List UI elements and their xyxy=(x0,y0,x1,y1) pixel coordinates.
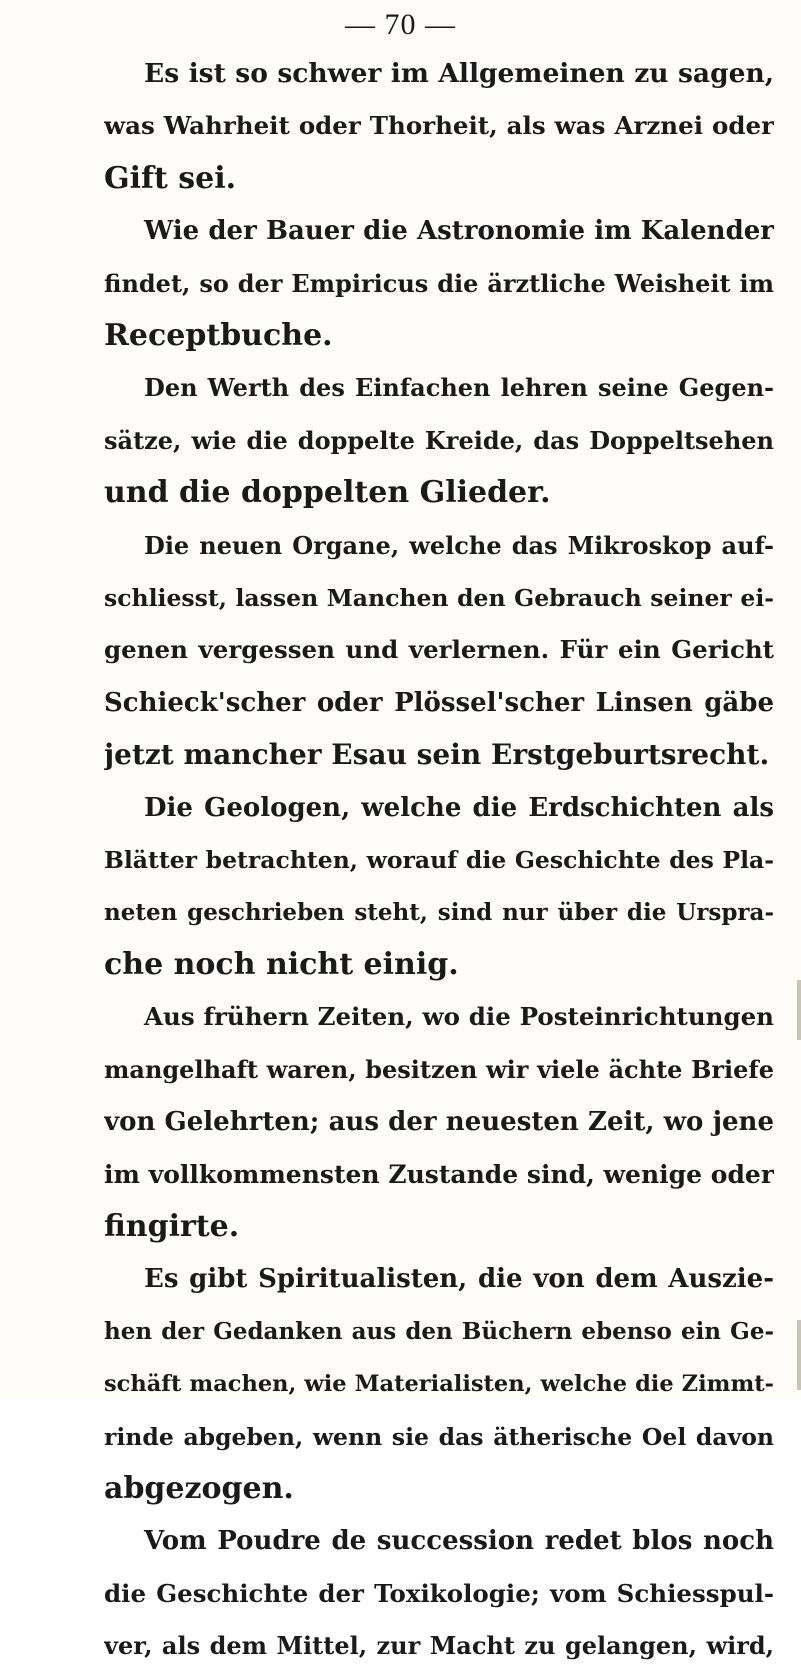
text-line: Gift sei. xyxy=(104,160,237,196)
text-line: mangelhaft waren, besitzen wir viele ächte Briefe xyxy=(104,1054,774,1084)
text-line: und die doppelten Glieder. xyxy=(104,475,551,511)
text-line: Vom Poudre de succession redet blos noch xyxy=(144,1526,774,1557)
text-line: von Gelehrten; aus der neuesten Zeit, wo jene xyxy=(104,1107,774,1138)
text-line: findet, so der Empiricus die ärztliche Weisheit im xyxy=(104,268,774,298)
text-line: im vollkommensten Zustande sind, wenige oder xyxy=(104,1159,774,1189)
text-line: jetzt mancher Esau sein Erstgeburtsrecht. xyxy=(104,738,770,772)
text-line: genen vergessen und verlernen. Für ein Gericht xyxy=(104,635,774,665)
page-body-text xyxy=(104,48,774,1673)
text-line: fingirte. xyxy=(104,1208,240,1244)
text-line: Blätter betrachten, worauf die Geschichte des Pla- xyxy=(104,846,774,875)
text-line: was Wahrheit oder Thorheit, als was Arznei oder xyxy=(104,111,774,141)
text-line: Die neuen Organe, welche das Mikroskop auf- xyxy=(144,530,774,560)
page-number-header: — 70 — xyxy=(345,8,456,41)
text-line: Aus frühern Zeiten, wo die Posteinrichtungen xyxy=(144,1002,774,1032)
text-line: die Geschichte der Toxikologie; vom Schiesspul- xyxy=(104,1578,774,1608)
text-line: Schieck'scher oder Plössel'scher Linsen gäbe xyxy=(104,687,774,718)
page-edge-shadow xyxy=(797,980,801,1040)
page-edge-shadow-lower xyxy=(797,1320,801,1390)
text-line: hen der Gedanken aus den Büchern ebenso ein Ge- xyxy=(104,1317,774,1345)
text-line: neten geschrieben steht, sind nur über die Urspra- xyxy=(104,898,774,926)
text-line: Wie der Bauer die Astronomie im Kalender xyxy=(144,216,774,247)
text-line: Es gibt Spiritualisten, die von dem Auszie- xyxy=(144,1264,774,1295)
text-line: ver, als dem Mittel, zur Macht zu gelangen, wird, xyxy=(104,1631,774,1661)
text-line: sätze, wie die doppelte Kreide, das Doppeltsehen xyxy=(104,425,774,455)
text-line: schliesst, lassen Manchen den Gebrauch seiner ei- xyxy=(104,584,774,613)
text-line: Den Werth des Einfachen lehren seine Gegen- xyxy=(144,373,774,403)
text-line: che noch nicht einig. xyxy=(104,946,459,982)
text-line: Es ist so schwer im Allgemeinen zu sagen, xyxy=(144,58,774,89)
text-line: rinde abgeben, wenn sie das ätherische Oel davon xyxy=(104,1422,774,1451)
text-line: Die Geologen, welche die Erdschichten als xyxy=(144,792,774,823)
text-line: Receptbuche. xyxy=(104,318,333,354)
text-line: abgezogen. xyxy=(104,1470,294,1506)
text-line: schäft machen, wie Materialisten, welche die Zimmt- xyxy=(104,1371,774,1398)
